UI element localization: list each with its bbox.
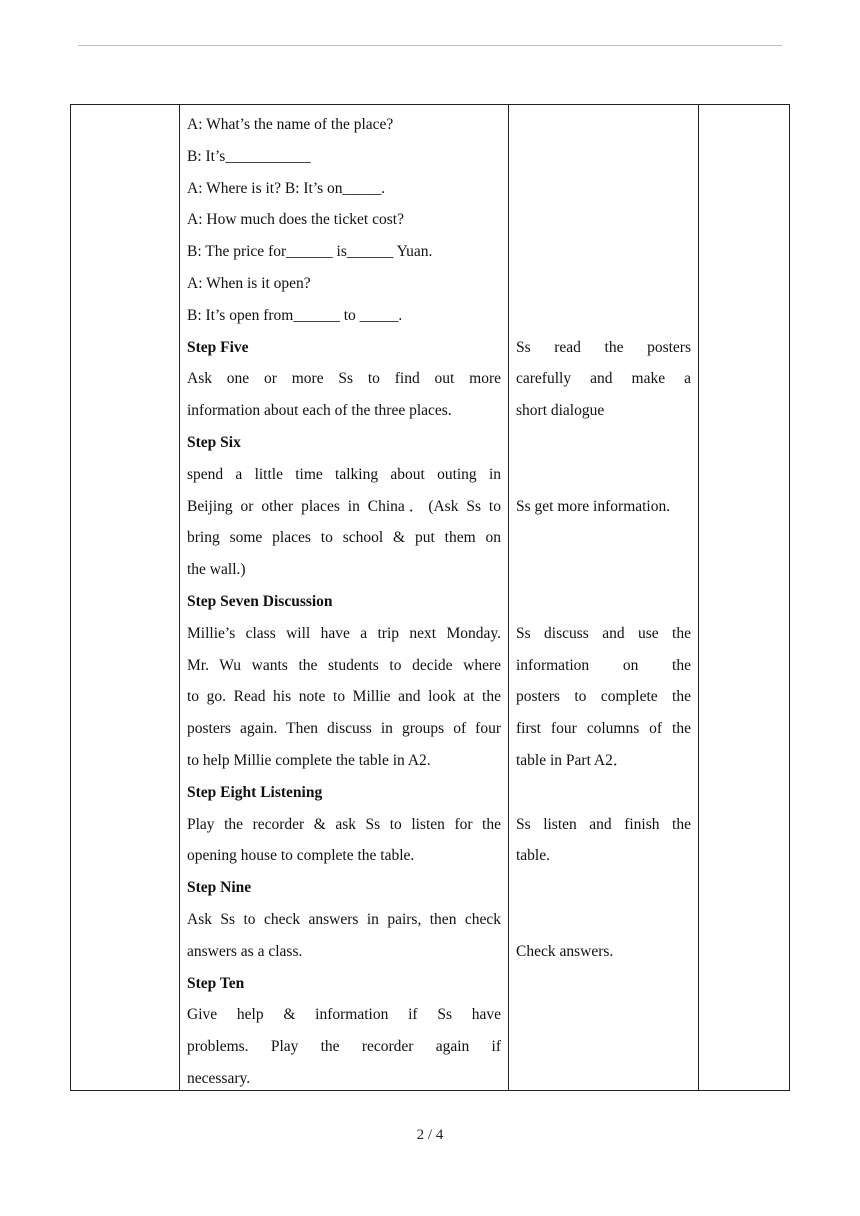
content-line: Give help & information if Ss have (187, 1006, 501, 1024)
content-line: to help Millie complete the table in A2. (187, 752, 431, 769)
content-line: Ask Ss to check answers in pairs, then check (187, 911, 501, 928)
lesson-plan-table (70, 104, 790, 1091)
step-heading: Step Ten (187, 974, 245, 992)
student-activity-line: Ss get more information. (516, 497, 671, 515)
step-heading: Step Eight Listening (187, 783, 323, 801)
step-heading: Step Nine (187, 879, 252, 897)
student-activity-line: posters to complete the (516, 688, 691, 706)
content-line: opening house to complete the table. (187, 847, 415, 865)
student-activity-line: information on the (516, 656, 691, 674)
content-line: B: It’s___________ (187, 147, 311, 165)
right-empty-cell (699, 105, 789, 1090)
teacher-activities-cell (187, 105, 501, 1090)
content-line: Play the recorder & ask Ss to listen for the (187, 815, 501, 833)
content-line: A: Where is it? B: It’s on_____. (187, 179, 386, 197)
step-heading: Step Seven Discussion (187, 593, 333, 610)
content-line: posters again. Then discuss in groups of four (187, 720, 501, 738)
student-activity-line: first four columns of the (516, 720, 691, 738)
header-rule (78, 45, 782, 46)
student-activity-line: Ss listen and finish the (516, 815, 691, 833)
student-activity-line: short dialogue (516, 402, 605, 420)
step-heading: Step Five (187, 338, 249, 356)
student-activity-line: table. (516, 847, 550, 865)
content-line: to go. Read his note to Millie and look at the (187, 688, 501, 706)
student-activity-line: table in Part A2． (516, 752, 629, 769)
column-divider (179, 105, 180, 1090)
column-divider (508, 105, 509, 1090)
student-activity-line: Check answers. (516, 942, 614, 960)
content-line: Beijing or other places in China．(Ask Ss to (187, 497, 501, 515)
page-number: 2 / 4 (416, 1127, 444, 1143)
content-line: A: What’s the name of the place? (187, 116, 394, 133)
content-line: bring some places to school & put them on (187, 529, 501, 547)
content-line: Mr. Wu wants the students to decide where (187, 656, 501, 674)
content-line: necessary. (187, 1070, 251, 1087)
content-line: Millie’s class will have a trip next Monday. (187, 624, 501, 642)
content-line: B: The price for______ is______ Yuan. (187, 243, 433, 261)
student-activity-line: carefully and make a (516, 370, 691, 388)
content-line: A: How much does the ticket cost? (187, 211, 404, 229)
student-activities-cell (516, 105, 691, 1090)
content-line: problems. Play the recorder again if (187, 1038, 501, 1056)
student-activity-line: Ss discuss and use the (516, 624, 691, 642)
content-line: spend a little time talking about outing in (187, 465, 501, 483)
step-heading: Step Six (187, 434, 241, 451)
content-line: the wall.) (187, 561, 246, 579)
content-line: B: It’s open from______ to _____. (187, 306, 403, 324)
left-empty-cell (71, 105, 179, 1090)
content-line: A: When is it open? (187, 275, 311, 292)
content-line: information about each of the three places. (187, 402, 452, 420)
content-line: answers as a class. (187, 942, 303, 960)
student-activity-line: Ss read the posters (516, 338, 691, 356)
content-line: Ask one or more Ss to find out more (187, 370, 501, 388)
